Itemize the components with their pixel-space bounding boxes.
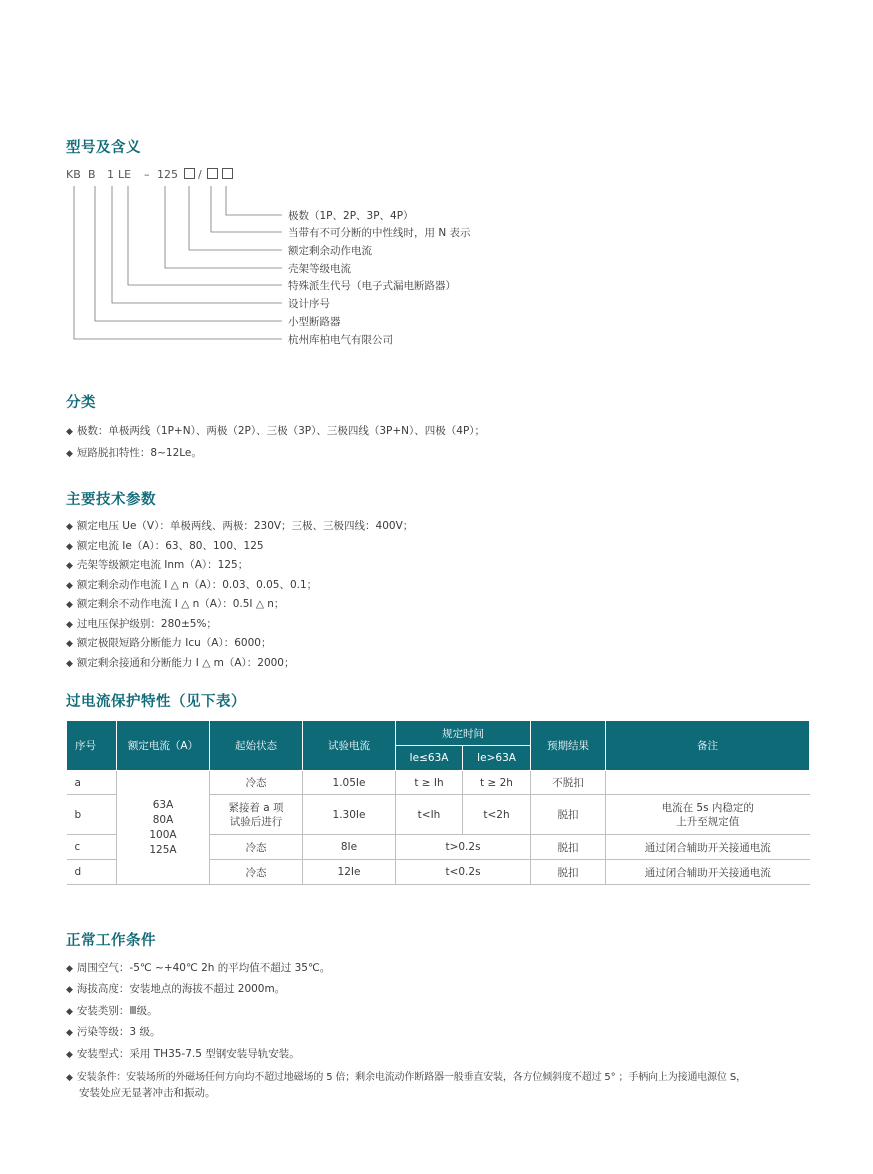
cell-rated-values (117, 771, 210, 885)
connector-line-design (112, 186, 282, 303)
legend-item: 额定剩余动作电流 (288, 245, 372, 257)
code-le: LE (118, 168, 132, 181)
diamond-bullet-icon: ◆ (66, 659, 73, 669)
cell-current: 12Ie (303, 860, 396, 885)
cell-seq: b (67, 795, 117, 835)
cell-seq: a (67, 771, 117, 795)
rated-value: 100A (149, 828, 177, 841)
cell-time-gt63: t<2h (463, 795, 531, 835)
diamond-bullet-icon: ◆ (66, 581, 73, 591)
code-rated: 125 (157, 168, 178, 181)
overcurrent-table (66, 720, 810, 885)
section-title-overcurrent: 过电流保护特性（见下表） (66, 694, 246, 710)
list-item: ◆ 额定剩余动作电流 I △ n（A）：0.03、0.05、0.1； (66, 579, 318, 591)
cell-current: 8Ie (303, 835, 396, 860)
cell-time: t<0.2s (396, 860, 531, 885)
rated-value: 63A (152, 798, 174, 811)
list-item: ◆ 安装条件：安装场所的外磁场任何方向均不超过地磁场的 5 倍；剩余电流动作断路器一般垂直安装，各方位倾斜度不超过 5° ；手柄向上为接通电源位 S， (66, 1072, 746, 1083)
cell-time-le63: t ≥ Ih (396, 771, 463, 795)
cell-state: 紧接着 a 项试验后进行 (210, 795, 303, 835)
list-item: ◆ 短路脱扣特性：8~12Le。 (66, 447, 202, 459)
cell-seq: c (67, 835, 117, 860)
list-item: ◆ 额定极限短路分断能力 Icu（A）：6000； (66, 637, 272, 649)
diamond-bullet-icon: ◆ (66, 639, 73, 649)
list-item: ◆ 额定剩余接通和分断能力 I △ m（A）：2000； (66, 657, 295, 669)
connector-line-special (128, 186, 282, 285)
list-item: ◆ 额定剩余不动作电流 I △ n（A）：0.5I △ n； (66, 598, 285, 610)
list-item: ◆ 额定电压 Ue（V）：单极两线、两极：230V；三极、三极四线：400V； (66, 520, 414, 532)
cell-state: 冷态 (210, 835, 303, 860)
model-connector-lines (0, 0, 873, 360)
cell-time: t>0.2s (396, 835, 531, 860)
section-title-params: 主要技术参数 (66, 492, 156, 508)
connector-line-mcb (95, 186, 282, 321)
legend-item: 当带有不可分断的中性线时，用 N 表示 (288, 227, 471, 239)
diamond-bullet-icon: ◆ (66, 542, 73, 552)
header-remarks: 备注 (606, 721, 810, 771)
diamond-bullet-icon: ◆ (66, 620, 73, 630)
header-initial-state: 起始状态 (210, 721, 303, 771)
cell-state: 冷态 (210, 771, 303, 795)
legend-item: 小型断路器 (288, 316, 341, 328)
header-ie-le63: Ie≤63A (396, 746, 463, 771)
list-item: ◆ 过电压保护级别：280±5%； (66, 618, 217, 630)
rated-value: 125A (149, 843, 177, 856)
list-item: ◆ 额定电流 Ie（A）：63、80、100、125 (66, 540, 264, 552)
list-item: ◆ 污染等级：3 级。 (66, 1026, 161, 1038)
header-seq: 序号 (67, 721, 117, 771)
cell-current: 1.05Ie (303, 771, 396, 795)
code-one: 1 (107, 168, 114, 181)
cell-state: 冷态 (210, 860, 303, 885)
list-item-continuation: 安装处应无显著冲击和振动。 (79, 1087, 216, 1099)
diamond-bullet-icon: ◆ (66, 522, 73, 532)
list-item: ◆ 周围空气：-5℃ ~+40℃ 2h 的平均值不超过 35℃。 (66, 962, 331, 974)
connector-line-company (74, 186, 282, 339)
cell-result: 脱扣 (531, 795, 606, 835)
diamond-bullet-icon: ◆ (66, 985, 73, 995)
header-ie-gt63: Ie>63A (463, 746, 531, 771)
diamond-bullet-icon: ◆ (66, 1073, 73, 1083)
code-kb: KB (66, 168, 81, 181)
diamond-bullet-icon: ◆ (66, 427, 73, 437)
header-test-current: 试验电流 (303, 721, 396, 771)
header-specified-time: 规定时间 (396, 721, 531, 746)
legend-item: 设计序号 (288, 298, 330, 310)
diamond-bullet-icon: ◆ (66, 1028, 73, 1038)
connector-line-residual (189, 186, 282, 250)
list-item: ◆ 海拔高度：安装地点的海拔不超过 2000m。 (66, 983, 286, 995)
connector-line-frame (165, 186, 282, 268)
cell-remark: 通过闭合辅助开关接通电流 (606, 860, 810, 885)
cell-remark (606, 771, 810, 795)
header-expected: 预期结果 (531, 721, 606, 771)
legend-item: 特殊派生代号（电子式漏电断路器） (288, 280, 456, 292)
legend-item: 极数（1P、2P、3P、4P） (288, 210, 414, 222)
cell-result: 不脱扣 (531, 771, 606, 795)
diamond-bullet-icon: ◆ (66, 600, 73, 610)
header-rated-current: 额定电流（A） (117, 721, 210, 771)
rated-value: 80A (152, 813, 174, 826)
diamond-bullet-icon: ◆ (66, 1050, 73, 1060)
connector-line-neutral (211, 186, 282, 232)
cell-result: 脱扣 (531, 835, 606, 860)
cell-time-gt63: t ≥ 2h (463, 771, 531, 795)
diamond-bullet-icon: ◆ (66, 449, 73, 459)
section-title-conditions: 正常工作条件 (66, 933, 156, 949)
section-title-classification: 分类 (66, 395, 96, 411)
code-dash: – (144, 168, 150, 181)
cell-remark: 电流在 5s 内稳定的上升至规定值 (606, 795, 810, 835)
list-item: ◆ 安装类别：Ⅲ级。 (66, 1005, 158, 1017)
list-item: ◆ 极数：单极两线（1P+N）、两极（2P）、三极（3P）、三极四线（3P+N）、四极（4P）； (66, 425, 486, 437)
cell-remark: 通过闭合辅助开关接通电流 (606, 835, 810, 860)
legend-item: 杭州库柏电气有限公司 (288, 334, 393, 346)
diamond-bullet-icon: ◆ (66, 561, 73, 571)
diamond-bullet-icon: ◆ (66, 964, 73, 974)
legend-item: 壳架等级电流 (288, 263, 351, 275)
connector-line-poles (226, 186, 282, 215)
cell-seq: d (67, 860, 117, 885)
cell-time-le63: t<Ih (396, 795, 463, 835)
list-item: ◆ 壳架等级额定电流 Inm（A）：125； (66, 559, 249, 571)
code-slash: / (198, 168, 202, 181)
diamond-bullet-icon: ◆ (66, 1007, 73, 1017)
table-row (67, 771, 810, 795)
cell-current: 1.30Ie (303, 795, 396, 835)
section-title-model: 型号及含义 (66, 140, 141, 156)
code-b: B (88, 168, 96, 181)
cell-result: 脱扣 (531, 860, 606, 885)
list-item: ◆ 安装型式：采用 TH35-7.5 型钢安装导轨安装。 (66, 1048, 300, 1060)
